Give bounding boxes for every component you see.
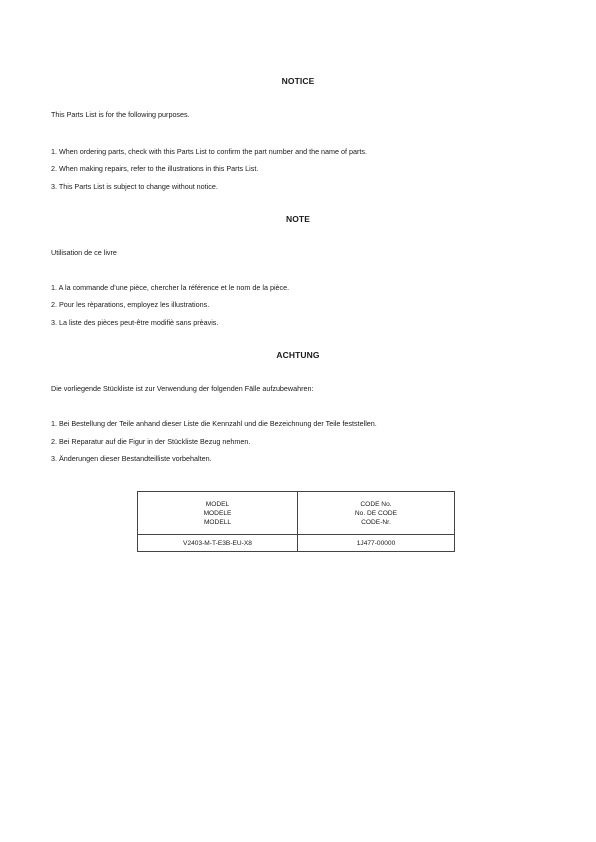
table-header-row [138, 492, 455, 535]
model-header-en: MODEL [205, 500, 230, 508]
code-header-de: CODE-Nr. [361, 518, 391, 526]
code-header-fr: No. DE CODE [354, 509, 398, 517]
model-header-de: MODELL [203, 518, 232, 526]
notice-item-2: 2. When making repairs, refer to the illustrations in this Parts List. [51, 164, 259, 173]
achtung-intro: Die vorliegende Stückliste ist zur Verwendung der folgenden Fälle aufzubewahren: [51, 384, 314, 393]
model-header-cell [138, 492, 298, 535]
achtung-item-1: 1. Bei Bestellung der Teile anhand dieser Liste die Kennzahl und die Bezeichnung der Teile feststellen. [51, 419, 377, 428]
table-row [138, 535, 455, 552]
model-value-cell: V2403-M-T-E3B-EU-X8 [138, 535, 298, 552]
notice-item-1: 1. When ordering parts, check with this Parts List to confirm the part number and the name of parts. [51, 147, 368, 156]
achtung-item-2: 2. Bei Reparatur auf die Figur in der Stückliste Bezug nehmen. [51, 437, 251, 446]
section-title-achtung: ACHTUNG [276, 350, 320, 360]
model-code-table [137, 491, 455, 552]
code-value-cell: 1J477-00000 [298, 535, 455, 552]
note-item-2: 2. Pour les rèparations, employez les illustrations. [51, 300, 210, 309]
achtung-item-3: 3. Änderungen dieser Bestandteilliste vorbehalten. [51, 454, 212, 463]
notice-item-3: 3. This Parts List is subject to change without notice. [51, 182, 218, 191]
note-intro: Utilisation de ce livre [51, 248, 117, 257]
note-item-1: 1. A la commande d’une pièce, chercher la référence et le nom de la pièce. [51, 283, 290, 292]
notice-intro: This Parts List is for the following purposes. [51, 110, 190, 119]
note-item-3: 3. La liste des pièces peut-être modifiè sans prèavis. [51, 318, 219, 327]
model-header-fr: MODELE [203, 509, 232, 517]
code-header-en: CODE No. [360, 500, 392, 508]
section-title-note: NOTE [285, 214, 310, 224]
section-title-notice: NOTICE [281, 76, 315, 86]
code-header-cell [298, 492, 455, 535]
